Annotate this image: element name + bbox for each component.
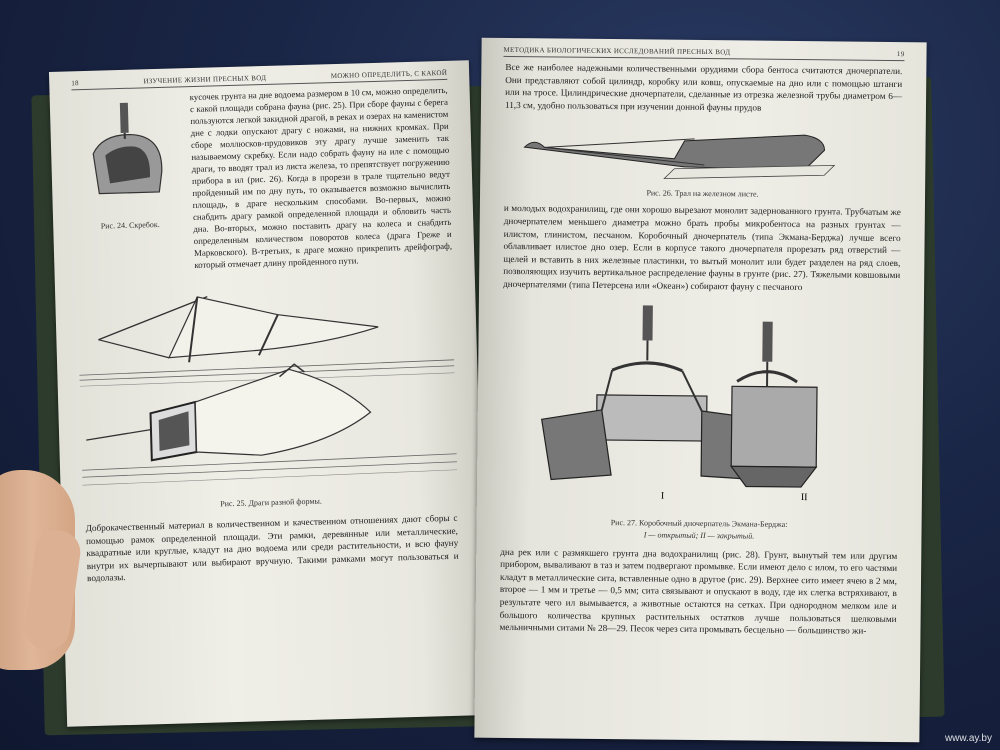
left-running-header: ИЗУЧЕНИЕ ЖИЗНИ ПРЕСНЫХ ВОД	[143, 73, 267, 86]
left-top-text: кусочек грунта на дне водоема размером в 10 см, можно определить, с какой площади собрана фауна (рис. 25). При сборе фауны с берега пользуются легкой закидной драгой, в реках и озерах на каменистом дне с лодки опускают драгу с ножами, на нижних кромках. При сборе моллюсков-прудовиков эту драгу лучше заменить так называемому скребку. Если надо собрать фауну на иле с помощью драги, то вводят трал из листа железа, то препятствует погружению прибора в ил (рис. 26). Когда в прорези в трале тщательно ведут пройденный им по дну путь, то оказывается возможно вычислить площадь, в драге нескольким способами. Во-первых, можно снабдить драгу рамкой определенной площади и обловить часть дна. Во-вторых, можно поставить драгу на колеса и снабдить определенным количеством поворотов колеса (драга Греже и Марковского). В-третьих, к драге можно прикрепить дрейфограф, который отмечает длину пройденного пути.	[189, 84, 453, 271]
fig27-caption: Рис. 27. Коробочный дночерпатель Экмана-Берджа:	[610, 517, 788, 529]
right-page	[474, 38, 926, 743]
ekman-grab-illustration	[501, 298, 898, 492]
right-running-header: МЕТОДИКА БИОЛОГИЧЕСКИХ ИССЛЕДОВАНИЙ ПРЕСНЫХ ВОД	[503, 45, 731, 57]
right-bottom-text: дна рек или с размякшего грунта дна водохранилищ (рис. 28). Грунт, вынутый тем или другим прибором, вываливают в таз и затем подвергают промывке. Если имеют дело с илом, то его частями кладут в металлические сита, вставленные одно в другое (рис. 29). Верхнее сито имеет ячею в 2 мм, второе — 1 мм и третье — 0,5 мм; сита связывают и опускают в воду, где их слегка встряхивают, в результате чего ил вымывается, а животные остаются на сетках. При однородном мелком иле и большого количества крупных растительных остатков лучше пользоваться шелковыми мельничными ситами № 28—29. Песок через сита промывать бесцельно — большинство жи-	[499, 546, 898, 636]
right-top-text: Все же наиболее надежными количественными орудиями сбора бентоса считаются дночерпатели. Они представляют собой цилиндр, коробку или ковш, опускаемые на дно или с помощью штанги или на тросе. Цилиндрические дночерпатели, сделанные из отрезка железной трубы диаметром 6—11,3 см, удобно пользоваться при изучении донной фауны прудов	[504, 61, 903, 113]
fig25-caption: Рис. 25. Драги разной формы.	[220, 496, 322, 509]
fig26-caption: Рис. 26. Трал на железном листе.	[646, 188, 759, 199]
right-page-number: 19	[896, 50, 905, 59]
scraper-illustration	[72, 91, 185, 214]
trawl-illustration	[504, 117, 900, 183]
watermark: www.ay.by	[944, 733, 992, 744]
figure-24	[72, 91, 187, 274]
figure-25	[77, 270, 459, 512]
fig24-caption: Рис. 24. Скребок.	[100, 219, 160, 231]
figure-26	[504, 117, 902, 200]
fig27-label-closed: II	[800, 491, 808, 503]
fig27-caption-sub: I — открытый; II — закрытый.	[643, 529, 755, 541]
figure-27	[501, 298, 900, 517]
fig27-label-open: I	[660, 490, 665, 502]
left-header-right-text: МОЖНО ОПРЕДЕЛИТЬ, С КАКОЙ	[330, 68, 448, 81]
left-bottom-text: Доброкачественный материал в количественном и качественном отношениях дают сборы с помощью рамок определенной площади. Эти рамки, деревянные или металлические, квадратные или круглые, кладут на дно водоема или среди растительности, и всю фауну внутри их вычерпывают или выбирают вручную. Такими рамками могут пользоваться и водолазы.	[85, 512, 459, 584]
left-page	[49, 60, 487, 726]
dredges-illustration	[77, 270, 458, 495]
right-mid-text: и молодых водохранилищ, где они хорошо вырезают монолит задернованного грунта. Трубчатым же дночерпателем меньшего диаметра можно брать пробы микробентоса на разных грунтах — илистом, глинистом, песчаном. Коробочный дночерпатель (типа Экмана-Берджа) лучше всего облавливает илистое дно озер. Если в корпусе такого дночерпателя прорезать ряд отверстий — щелей и вставить в них железные пластинки, то вытый монолит или будет разделен на ряд слоев, позволяющих изучить вертикальное распределение фауны в грунте (рис. 27). Тяжелыми ковшовыми дночерпателями (типа Петерсена или «Океан») собирают фауну с песчаного	[503, 203, 901, 292]
right-page-header	[503, 46, 904, 61]
left-page-number: 18	[71, 79, 79, 88]
